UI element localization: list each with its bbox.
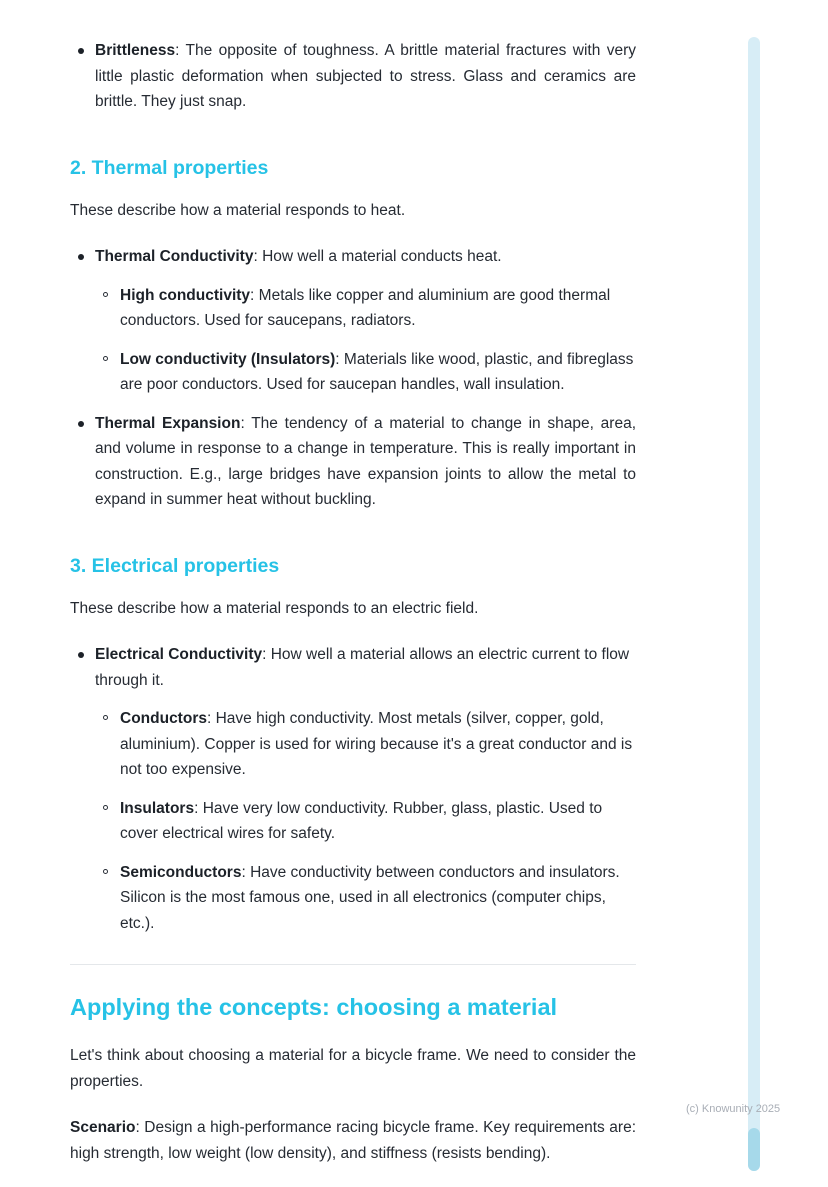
paragraph-electrical-intro: These describe how a material responds to an electric field. xyxy=(70,599,479,617)
definition-text: : The opposite of toughness. A brittle material fractures with very little plastic deformation when subjected to stress. Glass and ceramics are brittle. They just snap. xyxy=(95,42,636,110)
circle-bullet-icon xyxy=(103,715,108,720)
sub-bullet-list-electrical xyxy=(95,706,636,936)
term-conductors: Conductors xyxy=(120,710,207,727)
definition-text: : Have very low conductivity. Rubber, glass, plastic. Used to cover electrical wires for safety. xyxy=(120,799,603,842)
bullet-icon xyxy=(78,254,84,260)
bullet-icon xyxy=(78,421,84,427)
list-item-text xyxy=(95,38,636,115)
paragraph-thermal-intro: These describe how a material responds to heat. xyxy=(70,201,406,219)
definition-text: : Have high conductivity. Most metals (silver, copper, gold, aluminium). Copper is used for wiring because it's a great conductor and is not too expensive. xyxy=(120,710,633,778)
term-thermal-expansion: Thermal Expansion xyxy=(95,414,241,432)
list-item-text xyxy=(120,283,636,334)
definition-text: : Design a high-performance racing bicycle frame. Key requirements are: high strength, low weight (low density), and stiffness (resists bending). xyxy=(70,1119,636,1162)
bullet-icon xyxy=(78,652,84,658)
term-high-conductivity: High conductivity xyxy=(120,286,251,304)
list-item-text xyxy=(95,642,636,693)
scrollbar-thumb[interactable] xyxy=(748,1128,760,1171)
scrollbar-track[interactable] xyxy=(748,37,760,1171)
list-item-text xyxy=(120,860,636,937)
watermark: (c) Knowunity 2025 xyxy=(686,1103,781,1115)
list-item-low-conductivity xyxy=(95,347,636,398)
bullet-icon xyxy=(78,48,84,54)
term-scenario: Scenario xyxy=(70,1119,136,1136)
bullet-list-thermal xyxy=(70,244,636,513)
list-item-thermal-expansion xyxy=(70,411,636,513)
list-item-semiconductors xyxy=(95,860,636,937)
definition-text: : How well a material conducts heat. xyxy=(253,248,502,265)
paragraph-scenario xyxy=(70,1115,636,1166)
section-divider xyxy=(70,964,636,965)
definition-text: : How well a material allows an electric current to flow through it. xyxy=(95,646,630,689)
bullet-list-electrical xyxy=(70,642,636,936)
definition-text: : Have conductivity between conductors and insulators. Silicon is the most famous one, used in all electronics (computer chips, etc.). xyxy=(120,863,620,932)
term-brittleness: Brittleness xyxy=(95,42,176,59)
circle-bullet-icon xyxy=(103,869,108,874)
list-item-insulators xyxy=(95,796,636,847)
circle-bullet-icon xyxy=(103,805,108,810)
list-item-electrical-conductivity xyxy=(70,642,636,936)
definition-text: : Metals like copper and aluminium are good thermal conductors. Used for saucepans, radiators. xyxy=(120,286,611,329)
paragraph-applying-intro: Let's think about choosing a material for a bicycle frame. We need to consider the properties. xyxy=(70,1047,636,1090)
sub-bullet-list-thermal xyxy=(95,283,636,398)
term-low-conductivity: Low conductivity (Insulators) xyxy=(120,350,336,368)
list-item-high-conductivity xyxy=(95,283,636,334)
main-heading-applying: Applying the concepts: choosing a material xyxy=(70,994,558,1020)
circle-bullet-icon xyxy=(103,356,108,361)
list-item-text xyxy=(120,347,636,398)
list-item-conductors xyxy=(95,706,636,783)
circle-bullet-icon xyxy=(103,292,108,297)
list-item-text xyxy=(95,244,636,270)
bullet-list-mechanical xyxy=(70,38,636,115)
list-item-text xyxy=(95,411,636,513)
definition-text: : Materials like wood, plastic, and fibreglass are poor conductors. Used for saucepan handles, wall insulation. xyxy=(120,350,634,393)
section-heading-thermal: 2. Thermal properties xyxy=(70,156,269,179)
list-item-brittleness xyxy=(70,38,636,115)
section-heading-electrical: 3. Electrical properties xyxy=(70,554,280,577)
list-item-text xyxy=(120,706,636,783)
term-insulators: Insulators xyxy=(120,799,195,817)
list-item-text xyxy=(120,796,636,847)
term-semiconductors: Semiconductors xyxy=(120,863,242,881)
list-item-thermal-conductivity xyxy=(70,244,636,398)
term-electrical-conductivity: Electrical Conductivity xyxy=(95,646,263,663)
term-thermal-conductivity: Thermal Conductivity xyxy=(95,248,254,265)
document-content xyxy=(70,38,636,1187)
definition-text: : The tendency of a material to change in shape, area, and volume in response to a change in temperature. This is really important in construction. E.g., large bridges have expansion joints to allow the metal to expand in summer heat without buckling. xyxy=(95,414,637,508)
